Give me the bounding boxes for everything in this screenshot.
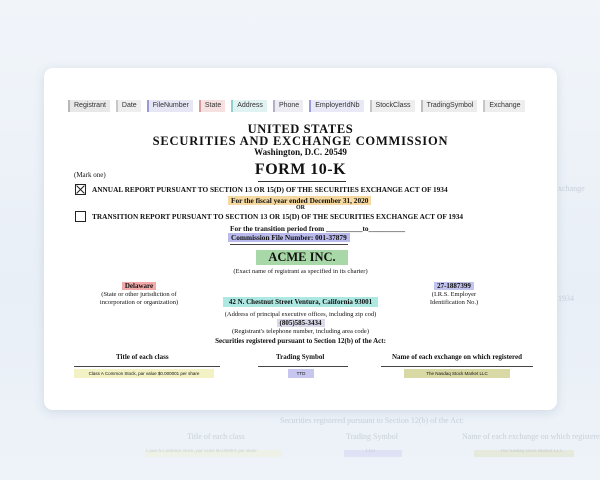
tag-address[interactable]: Address (231, 100, 267, 112)
transition-report-label: TRANSITION REPORT PURSUANT TO SECTION 13 OR 15(D) OF THE SECURITIES EXCHANGE ACT OF 1934 (92, 212, 464, 221)
tag-phone[interactable]: Phone (273, 100, 303, 112)
ghost-side-text-1: xchange (558, 184, 585, 193)
col-title-of-class: Title of each class (116, 353, 169, 361)
state-caption-2: incorporation or organization) (99, 299, 179, 306)
ghost-exchange-value: The Nasdaq Stock Market LLC (500, 449, 564, 454)
header-united-states: UNITED STATES (247, 122, 354, 136)
phone-value (174, 319, 427, 327)
tag-date[interactable]: Date (116, 100, 141, 112)
form-title-underline (258, 181, 346, 182)
exchange-value-cell: The Nasdaq Stock Market LLC (404, 369, 510, 378)
commission-file-number: Commission File Number: 001-37879 (228, 233, 350, 242)
col-exchange-name: Name of each exchange on which registered (392, 353, 522, 361)
header-address: Washington, D.C. 20549 (254, 147, 347, 157)
mark-one-label: (Mark one) (74, 171, 106, 179)
exchange-rule (381, 366, 533, 367)
or-separator: OR (296, 205, 305, 211)
address-highlight: 42 N. Chestnut Street Ventura, California 93001 (223, 297, 378, 307)
address-caption: (Address of principal executive offices, including zip cod) (224, 311, 377, 318)
state-value (84, 282, 194, 290)
tag-tradingsymbol[interactable]: TradingSymbol (421, 100, 478, 112)
ghost-class-value: Class A Common Stock, par value $0.000001 per share (146, 449, 257, 454)
form-title: FORM 10-K (254, 161, 347, 178)
phone-caption: (Registrant's telephone number, including area code) (231, 328, 369, 335)
section12-heading: Securities registered pursuant to Section 12(b) of the Act: (215, 337, 386, 345)
entity-tag-legend (68, 100, 525, 112)
address-value (174, 298, 427, 306)
symbol-value-cell: TTD (288, 369, 314, 378)
ein-caption-2: Identification No.) (429, 299, 479, 306)
state-caption-1: (State or other jurisdiction of (101, 291, 177, 298)
registrant-name: ACME INC. (256, 250, 348, 265)
fiscal-year-line (228, 196, 371, 205)
tag-employeridnb[interactable]: EmployerIdNb (309, 100, 363, 112)
ghost-col-exchange: Name of each exchange on which registere (462, 432, 600, 441)
col-trading-symbol: Trading Symbol (276, 353, 325, 361)
fiscal-year-highlight: For the fiscal year ended December 31, 2020 (228, 196, 371, 205)
phone-highlight: (805)585-3434 (277, 319, 325, 327)
tag-state[interactable]: State (199, 100, 225, 112)
ghost-col-symbol: Trading Symbol (346, 432, 398, 441)
ein-highlight: 27-1887399 (434, 282, 474, 290)
symbol-rule (258, 366, 348, 367)
ein-caption-1: (I.R.S. Employer (431, 291, 477, 298)
tag-registrant[interactable]: Registrant (68, 100, 110, 112)
tag-exchange[interactable]: Exchange (483, 100, 524, 112)
commission-line (228, 233, 350, 242)
form-10k-card (44, 68, 557, 410)
annual-report-label: ANNUAL REPORT PURSUANT TO SECTION 13 OR 15(D) OF THE SECURITIES EXCHANGE ACT OF 1934 (92, 185, 448, 194)
ghost-col-class: Title of each class (187, 432, 245, 441)
state-highlight: Delaware (122, 282, 156, 290)
commission-rule (230, 244, 348, 245)
transition-report-checkbox[interactable] (75, 211, 86, 222)
class-value-cell: Class A Common Stock, par value $0.000001 per share (74, 369, 214, 378)
annual-report-checkbox[interactable] (75, 184, 86, 195)
header-sec: SECURITIES AND EXCHANGE COMMISSION (152, 134, 449, 148)
ghost-side-text-2: 1934 (558, 294, 574, 303)
ghost-heading: Securities registered pursuant to Section 12(b) of the Act: (280, 416, 464, 425)
class-rule (74, 366, 220, 367)
tag-filenumber[interactable]: FileNumber (147, 100, 193, 112)
transition-period: For the transition period from __________to__________ (230, 224, 406, 233)
ein-value (404, 282, 504, 290)
tag-stockclass[interactable]: StockClass (370, 100, 415, 112)
registrant-name-caption: (Exact name of registrant as specified in its charter) (233, 268, 368, 275)
ghost-symbol-value: TTD (365, 449, 375, 454)
